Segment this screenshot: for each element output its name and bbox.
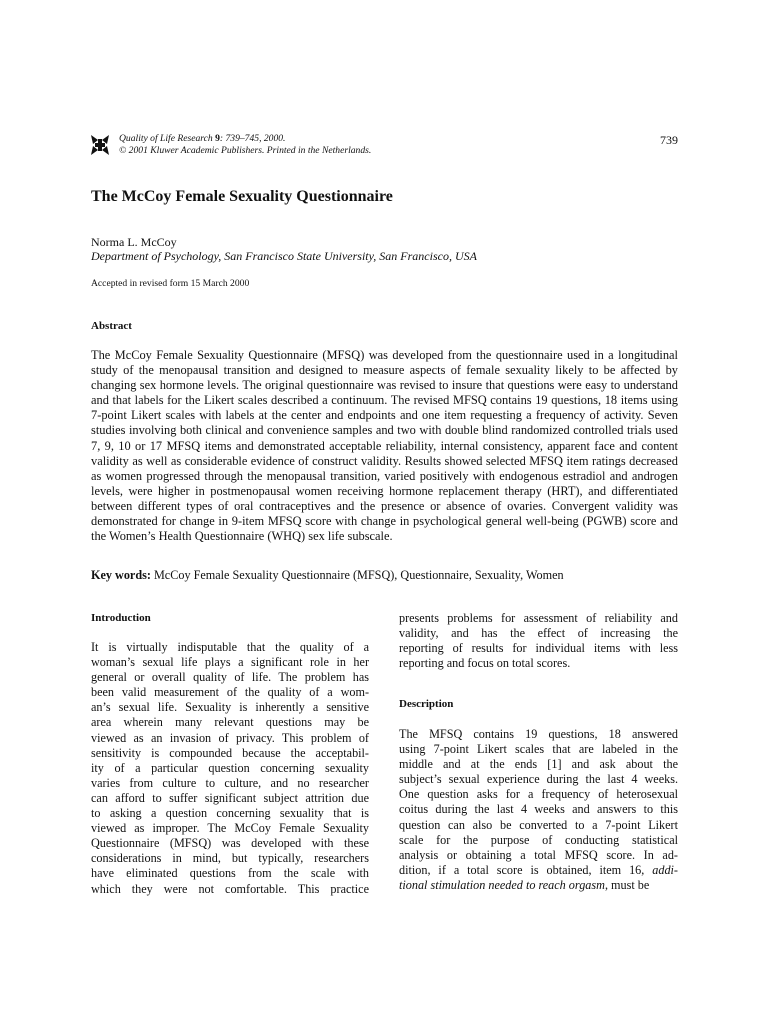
article-title: The McCoy Female Sexuality Questionnaire	[91, 188, 393, 205]
copyright-line: © 2001 Kluwer Academic Publishers. Printed in the Netherlands.	[119, 144, 372, 156]
accepted-date: Accepted in revised form 15 March 2000	[91, 278, 250, 289]
journal-citation	[119, 133, 519, 156]
text-line: presents problems for assessment of reliability and	[399, 611, 678, 625]
text-line: The MFSQ contains 19 questions, 18 answered	[399, 727, 678, 741]
keywords-list: McCoy Female Sexuality Questionnaire (MFSQ), Questionnaire, Sexuality, Women	[153, 568, 564, 582]
journal-name: Quality of Life Research	[119, 133, 213, 144]
text-line: woman’s sexual life plays a significant role in her	[91, 655, 369, 670]
page-number: 739	[660, 133, 678, 147]
italic-phrase: tional stimulation needed to reach orgasm	[399, 877, 605, 892]
author-affiliation: Department of Psychology, San Francisco State University, San Francisco, USA	[91, 249, 477, 263]
text-line: area wherein many relevant questions may be	[91, 715, 369, 730]
text-line: can afford to suffer significant subject attrition due	[91, 790, 369, 805]
description-heading: Description	[399, 698, 454, 710]
publisher-logo-icon	[89, 132, 111, 158]
abstract-heading: Abstract	[91, 320, 132, 332]
text-line	[399, 878, 678, 893]
text-line: question can also be converted to a 7-point Likert	[399, 817, 678, 832]
introduction-heading: Introduction	[91, 612, 151, 624]
text-line: analysis or obtaining a total MFSQ score. In ad-	[399, 847, 678, 862]
text-line: middle and at the ends [1] and ask about the	[399, 757, 678, 772]
text-line: reporting and focus on total scores.	[399, 656, 571, 671]
text-line: coitus during the last 4 weeks and answers to this	[399, 802, 678, 817]
text-segment: , must be	[604, 877, 650, 892]
text-line: One question asks for a frequency of heterosexual	[399, 787, 678, 802]
text-line: scale for the purpose of conducting statistical	[399, 832, 678, 847]
text-line: general or overall quality of life. The problem has	[91, 670, 369, 685]
text-line	[399, 863, 678, 878]
text-segment: dition, if a total score is obtained, item 16,	[399, 862, 645, 877]
text-line: viewed as an invasion of privacy. This problem of	[91, 730, 369, 745]
text-line: viewed as improper. The McCoy Female Sexuality	[91, 821, 369, 836]
description-paragraph	[399, 727, 678, 893]
text-line: have eliminated questions from the scale with	[91, 866, 369, 881]
text-line: varies from culture to culture, and no researcher	[91, 775, 369, 790]
text-line: an’s sexual life. Sexuality is inherently a sensitive	[91, 700, 369, 715]
keywords	[91, 568, 564, 583]
text-line: sensitivity is compounded because the acceptabil-	[91, 745, 369, 760]
journal-pages: : 739–745, 2000.	[219, 133, 286, 144]
text-line: subject’s sexual experience during the last 4 weeks.	[399, 772, 678, 787]
text-line: validity, and has the effect of increasing the	[399, 626, 678, 641]
text-line: reporting of results for individual items with less	[399, 641, 678, 656]
journal-volume: 9	[215, 133, 220, 144]
text-line: considerations in mind, but typically, researchers	[91, 851, 369, 866]
text-line: been valid measurement of the quality of a wom-	[91, 685, 369, 700]
text-line: to asking a question concerning sexuality that is	[91, 806, 369, 821]
text-line: ity of a particular question concerning sexuality	[91, 760, 369, 775]
abstract-text: The McCoy Female Sexuality Questionnaire (MFSQ) was developed from the questionnaire used in a longitudinal study of the menopausal transition and designed to measure aspects of female sexuality likely to be affected by changing sex hormone levels. The original questionnaire was revised to insure that questions were easy to understand and that labels for the Likert scales described a continuum. The revised MFSQ contains 19 questions, 18 items using 7-point Likert scales with labels at the center and endpoints and one item requesting a frequency of activity. Seven studies involving both clinical and convenience samples and two with double blind randomized controlled trials used 7, 9, 10 or 17 MFSQ items and demonstrated acceptable reliability, internal consistency, apparent face and content validity as well as considerable evidence of construct validity. Results showed selected MFSQ item ratings decreased as women progressed through the menopausal transition, varied positively with endogenous estradiol and androgen levels, were higher in postmenopausal women receiving hormone replacement therapy (HRT), and differentiated between different types of oral contraceptives and the presence or absence of ovaries. Convergent validity was demonstrated for change in 9-item MFSQ score with change in psychological general well-being (PGWB) score and the Women’s Health Questionnaire (WHQ) sex life subscale.	[91, 348, 678, 544]
text-line: using 7-point Likert scales that are labeled in the	[399, 742, 678, 757]
continuation-paragraph	[399, 611, 678, 671]
italic-phrase: addi-	[652, 862, 678, 877]
text-line: Questionnaire (MFSQ) was developed with these	[91, 836, 369, 851]
text-line: which they were not comfortable. This practice	[91, 881, 369, 896]
text-line: It is virtually indisputable that the quality of a	[91, 640, 369, 654]
keywords-label: Key words:	[91, 568, 151, 582]
introduction-paragraph	[91, 640, 369, 897]
author-name: Norma L. McCoy	[91, 235, 177, 249]
